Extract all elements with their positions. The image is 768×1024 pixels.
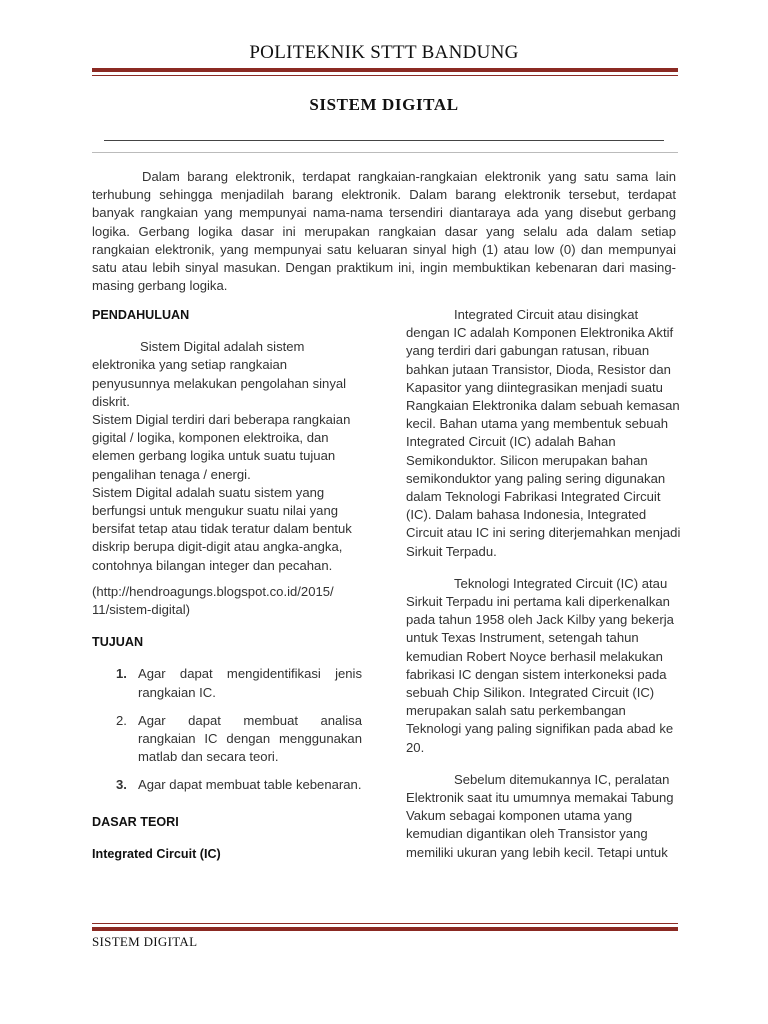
source-link[interactable]: (http://hendroagungs.blogspot.co.id/2015/ 11/sistem-digital) [92, 583, 334, 618]
list-text: Agar dapat mengidentifikasi jenis rangkaian IC. [138, 666, 362, 700]
list-text: Agar dapat membuat analisa rangkaian IC dengan menggunakan matlab dan secara teori. [138, 712, 362, 765]
list-item [92, 665, 362, 701]
tujuan-heading: TUJUAN [92, 635, 144, 650]
left-column [92, 306, 362, 863]
list-item [92, 712, 362, 767]
header-rule-thick [92, 68, 678, 72]
ic-heading: Integrated Circuit (IC) [92, 846, 221, 861]
footer-label: SISTEM DIGITAL [92, 934, 198, 949]
right-column [406, 306, 682, 862]
ic-paragraph-3: Sebelum ditemukannya IC, peralatan Elektronik saat itu umumnya memakai Tabung Vakum sebagai komponen utama yang kemudian digantikan oleh Transistor yang memiliki ukuran yang lebih kecil. Tetapi untuk [406, 771, 674, 860]
pendahuluan-paragraph-1: Sistem Digital adalah sistem elektronika yang setiap rangkaian penyusunnya melakukan pengolahan sinyal diskrit. [92, 339, 347, 409]
list-number: 2. [116, 712, 127, 728]
title-rule-dark [104, 140, 664, 141]
pendahuluan-heading: PENDAHULUAN [92, 308, 190, 322]
title-rule-light [92, 152, 678, 153]
list-number: 3. [116, 777, 127, 793]
intro-paragraph: Dalam barang elektronik, terdapat rangkaian-rangkaian elektronik yang satu sama lain terhubung sehingga menjadilah barang elektronik. Dalam barang elektronik tersebut, terdapat banyak rangkaian yang mempunyai nama-nama tersendiri diantaraya ada yang disebut gerbang logika. Gerbang logika dasar ini merupakan rangkaian dasar yang selalu ada dalam setiap rangkaian elektronik, yang mempunyai satu keluaran sinyal high (1) atau low (0) dan mempunyai satu atau lebih sinyal masukan. Dengan praktikum ini, ingin membuktikan kebenaran dari masing-masing gerbang logika. [92, 169, 676, 294]
header-institution: POLITEKNIK STTT BANDUNG [249, 42, 519, 63]
ic-paragraph-1: Integrated Circuit atau disingkat dengan IC adalah Komponen Elektronika Aktif yang terdiri dari gabungan ratusan, ribuan bahkan jutaan Transistor, Dioda, Resistor dan Kapasitor yang diintegrasikan menjadi suatu Rangkaian Elektronika dalam sebuah kemasan kecil. Bahan utama yang membentuk sebuah Integrated Circuit (IC) adalah Bahan Semikonduktor. Silicon merupakan bahan semikonduktor yang paling sering digunakan dalam Teknologi Fabrikasi Integrated Circuit (IC). Dalam bahasa Indonesia, Integrated Circuit atau IC ini sering diterjemahkan menjadi Sirkuit Terpadu. [406, 307, 681, 559]
list-number: 1. [116, 666, 127, 682]
ic-paragraph-2: Teknologi Integrated Circuit (IC) atau Sirkuit Terpadu ini pertama kali diperkenalkan pada tahun 1958 oleh Jack Kilby yang bekerja untuk Texas Instrument, setengah tahun kemudian Robert Noyce berhasil melakukan fabrikasi IC dengan sistem interkoneksi pada sebuah Chip Silikon. Integrated Circuit (IC) merupakan salah satu perkembangan Teknologi yang paling signifikan pada abad ke 20. [406, 575, 674, 755]
list-text: Agar dapat membuat table kebenaran. [138, 777, 362, 793]
pendahuluan-paragraph-3: Sistem Digital adalah suatu sistem yang berfungsi untuk mengukur suatu nilai yang bersifat tetap atau tidak teratur dalam bentuk diskrip berupa digit-digit atau angka-angka, contohnya bilangan integer dan pecahan. [92, 484, 352, 573]
list-item [92, 776, 362, 794]
objectives-list [92, 665, 362, 794]
dasar-teori-heading: DASAR TEORI [92, 814, 179, 829]
intro-section [92, 168, 676, 295]
document-title: SISTEM DIGITAL [309, 95, 459, 114]
pendahuluan-paragraph-2: Sistem Digial terdiri dari beberapa rangkaian gigital / logika, komponen elektroika, dan elemen gerbang logika untuk suatu tujuan pengalihan tenaga / energi. [92, 412, 351, 482]
footer-rule-thin [92, 923, 678, 924]
header-rule-thin [92, 75, 678, 76]
footer-rule-thick [92, 927, 678, 931]
